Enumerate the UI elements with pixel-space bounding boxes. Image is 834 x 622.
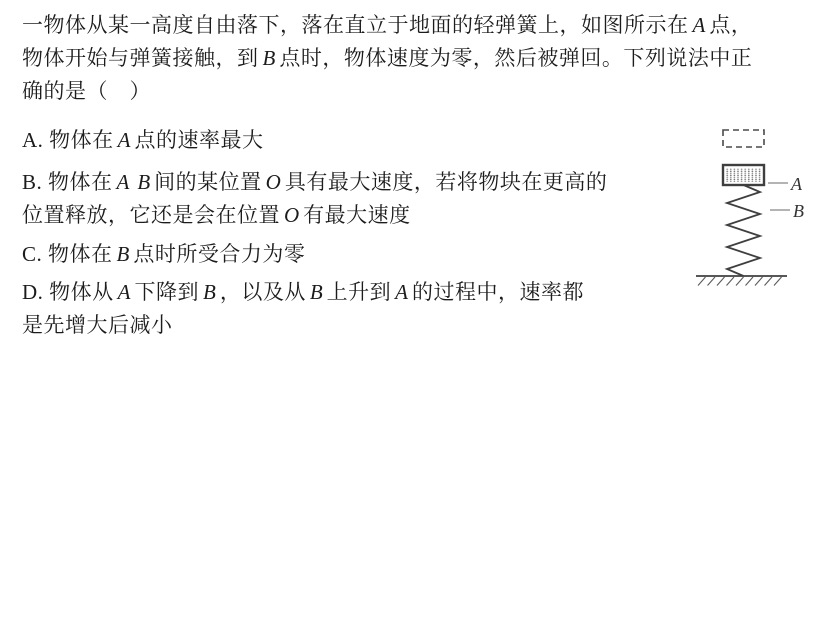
option-b <box>22 166 607 232</box>
math-variable: O <box>284 203 300 227</box>
option-c <box>22 238 305 271</box>
text-segment: 点， <box>709 13 753 37</box>
option-d <box>22 276 584 342</box>
text-line <box>22 124 264 157</box>
math-variable: A <box>395 280 408 304</box>
text-segment: D. 物体从 <box>22 280 114 304</box>
text-line <box>22 238 305 271</box>
math-variable: A <box>692 13 706 37</box>
text-segment: 点时，物体速度为零，然后被弹回。下列说法中正 <box>279 46 753 70</box>
math-variable: B <box>262 46 276 70</box>
text-segment: ，以及从 <box>219 280 306 304</box>
text-line <box>22 166 607 199</box>
text-segment: 点时所受合力为零 <box>133 242 306 266</box>
text-segment: 是先增大后减小 <box>22 313 173 337</box>
math-variable: B <box>137 170 151 194</box>
text-segment: A. 物体在 <box>22 128 114 152</box>
text-line <box>22 199 607 232</box>
text-segment: 下降到 <box>134 280 199 304</box>
label-b: B <box>793 201 804 221</box>
label-a: A <box>791 174 802 194</box>
text-segment: 具有最大速度，若将物块在更高的 <box>284 170 608 194</box>
text-line <box>22 9 752 42</box>
text-line <box>22 309 584 342</box>
option-a <box>22 124 264 157</box>
text-line <box>22 75 752 108</box>
text-line <box>22 42 752 75</box>
text-segment: C. 物体在 <box>22 242 113 266</box>
text-segment: 的过程中，速率都 <box>411 280 584 304</box>
math-variable: B <box>203 280 216 304</box>
question-stem <box>22 9 752 108</box>
initial-position-dashed-box <box>723 130 764 147</box>
math-variable: B <box>309 280 323 304</box>
block-fill <box>726 168 761 182</box>
spring-coil <box>727 185 760 276</box>
text-segment: 一物体从某一高度自由落下，落在直立于地面的轻弹簧上，如图所示在 <box>22 13 689 37</box>
text-segment: 确的是（ ） <box>22 79 151 103</box>
text-segment: 上升到 <box>326 280 392 304</box>
text-segment: 有最大速度 <box>303 203 411 227</box>
ground-hatching <box>698 277 782 286</box>
text-segment: B. 物体在 <box>22 170 113 194</box>
math-variable: A <box>117 280 131 304</box>
text-segment: 点的速率最大 <box>134 128 264 152</box>
text-segment: 间的某位置 <box>154 170 262 194</box>
math-variable: A <box>117 128 131 152</box>
spring-block-diagram <box>690 122 834 294</box>
text-segment: 物体开始与弹簧接触，到 <box>22 46 259 70</box>
text-line <box>22 276 584 309</box>
math-variable: A <box>116 170 130 194</box>
math-variable: B <box>116 242 130 266</box>
math-variable: O <box>265 170 281 194</box>
text-segment: 位置释放，它还是会在位置 <box>22 203 280 227</box>
